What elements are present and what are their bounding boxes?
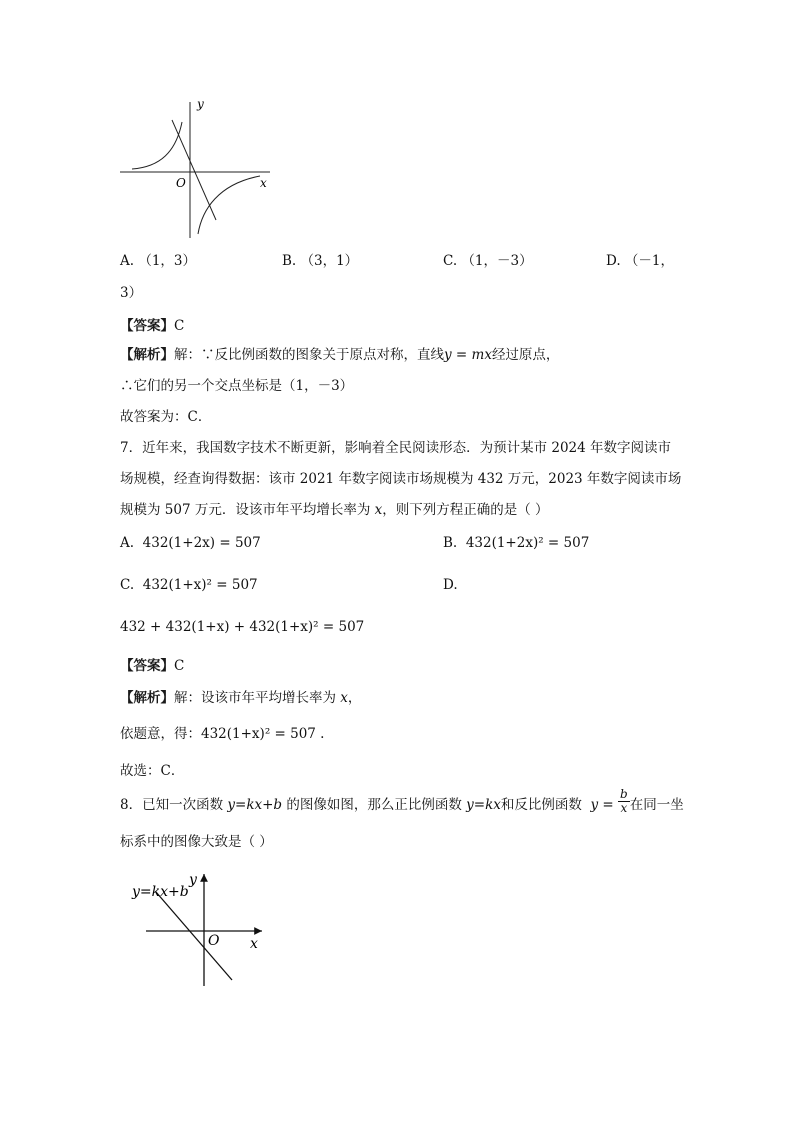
q7-answer-tag: 【答案】 bbox=[120, 658, 174, 674]
q7-option-b-label: B. bbox=[443, 535, 458, 551]
q6-analysis-line2: ∴它们的另一个交点坐标是（1，－3） bbox=[120, 378, 354, 394]
q6-x-label: x bbox=[260, 176, 267, 190]
q6-analysis-tag: 【解析】 bbox=[120, 347, 174, 363]
q7-answer bbox=[120, 654, 184, 674]
q8-formula-direct: y=kx bbox=[466, 797, 501, 813]
q6-origin-label: O bbox=[176, 176, 186, 190]
q6-answer bbox=[120, 314, 184, 334]
q8-fraction-denominator: x bbox=[620, 801, 628, 815]
q7-option-c bbox=[120, 577, 258, 593]
q6-conclusion: 故答案为：C． bbox=[120, 409, 212, 425]
q6-answer-value: C bbox=[174, 318, 185, 334]
q7-analysis-tag: 【解析】 bbox=[120, 690, 174, 706]
q7-option-a bbox=[120, 535, 261, 551]
q8-stem-text-d: 在同一坐 bbox=[629, 797, 684, 813]
q7-conclusion: 故选：C． bbox=[120, 763, 185, 779]
q6-option-a: A. （1，3） bbox=[120, 253, 197, 269]
q8-y-label: y bbox=[189, 872, 197, 888]
q7-option-d-formula: 432 + 432(1+x) + 432(1+x)² = 507 bbox=[120, 619, 365, 635]
q6-analysis-text-end: 经过原点， bbox=[491, 347, 560, 363]
q7-option-c-label: C. bbox=[120, 577, 135, 593]
q6-analysis bbox=[120, 343, 559, 363]
q8-fraction-numerator: b bbox=[620, 787, 628, 802]
q7-answer-value: C bbox=[174, 658, 185, 674]
q6-hyperbola-upper-left bbox=[132, 122, 182, 169]
q8-stem-text-b: 的图像如图，那么正比例函数 bbox=[282, 797, 467, 813]
q6-answer-tag: 【答案】 bbox=[120, 318, 174, 334]
q6-line-y-mx bbox=[172, 120, 216, 220]
q8-stem-line1 bbox=[120, 787, 684, 815]
q6-option-b: B. （3，1） bbox=[282, 253, 359, 269]
q8-stem-text-c: 和反比例函数 bbox=[500, 797, 587, 813]
q7-stem-variable: x bbox=[374, 502, 383, 518]
q8-stem-text-a: 8．已知一次函数 bbox=[120, 797, 228, 813]
q7-stem-text-end: ，则下列方程正确的是（ ） bbox=[382, 502, 549, 518]
q8-formula-inverse-fraction bbox=[618, 788, 630, 814]
q7-analysis-line2 bbox=[120, 722, 324, 742]
q6-option-c: C. （1，－3） bbox=[443, 253, 533, 269]
q6-graph bbox=[110, 92, 290, 242]
q8-stem-line2: 标系中的图像大致是（ ） bbox=[120, 834, 273, 850]
q8-x-label: x bbox=[250, 936, 258, 952]
q6-option-d: D. （－1， bbox=[606, 253, 675, 269]
q8-graph bbox=[128, 868, 278, 993]
q7-analysis-variable: x bbox=[340, 690, 348, 706]
q7-stem-line2: 场规模，经查询得数据：该市 2021 年数字阅读市场规模为 432 万元，2023 年数字阅读市场 bbox=[120, 471, 682, 487]
q6-analysis-formula: y = mx bbox=[444, 347, 492, 363]
q7-analysis-text: 解：设该市年平均增长率为 bbox=[174, 690, 341, 706]
q8-line-y-kx-b bbox=[156, 892, 232, 980]
q8-formula-linear: y=kx+b bbox=[227, 797, 283, 813]
q7-option-b bbox=[443, 535, 589, 551]
q7-option-b-formula: 432(1+2x)² = 507 bbox=[465, 535, 590, 551]
q7-analysis-equation: 432(1+x)² = 507 . bbox=[201, 726, 325, 742]
q7-analysis-line2-text: 依题意，得： bbox=[120, 726, 201, 742]
q6-analysis-text: 解：∵反比例函数的图象关于原点对称，直线 bbox=[174, 347, 444, 363]
q7-analysis-text-end: ， bbox=[347, 690, 362, 706]
q8-formula-inverse-lhs: y = bbox=[590, 797, 614, 813]
q7-option-a-formula: 432(1+2x) = 507 bbox=[142, 535, 261, 551]
q7-stem-text: 规模为 507 万元．设该市年平均增长率为 bbox=[120, 502, 375, 518]
q7-option-d-label: D. bbox=[443, 577, 458, 593]
q6-hyperbola-lower-right bbox=[198, 176, 260, 234]
q7-stem-line3 bbox=[120, 498, 549, 518]
q6-y-label: y bbox=[197, 97, 204, 111]
q7-option-a-label: A. bbox=[120, 535, 135, 551]
q7-option-c-formula: 432(1+x)² = 507 bbox=[142, 577, 258, 593]
q7-stem-line1: 7．近年来，我国数字技术不断更新，影响着全民阅读形态．为预计某市 2024 年数字阅读市 bbox=[120, 440, 672, 456]
q8-func-label: y=kx+b bbox=[132, 884, 189, 900]
q6-option-d-continued: 3） bbox=[120, 285, 143, 301]
q7-analysis bbox=[120, 686, 361, 706]
q8-origin-label: O bbox=[208, 933, 220, 949]
